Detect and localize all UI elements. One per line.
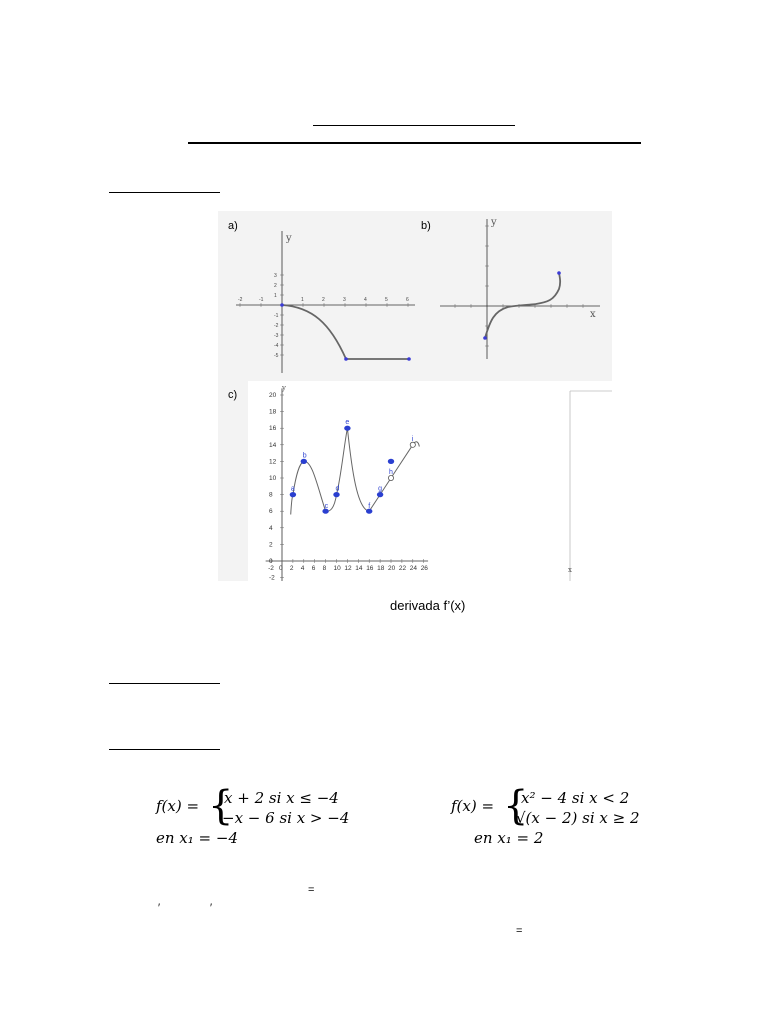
title-underline bbox=[313, 125, 515, 126]
panel-a-y-tick-label: -3 bbox=[274, 333, 279, 339]
panel-c-x-tick-label: 2 bbox=[289, 565, 294, 572]
eq1-case-1: x + 2 si x ≤ −4 bbox=[224, 789, 339, 807]
panel-c-x-tick-label: 4 bbox=[300, 565, 305, 572]
eq2-lhs: f(x) = bbox=[451, 797, 495, 815]
prime-mark-2: ′ bbox=[210, 902, 213, 914]
panel-c-x-tick-label: 12 bbox=[344, 565, 352, 572]
panel-b-x-label: x bbox=[590, 309, 596, 320]
equals-mark-1: = bbox=[308, 884, 315, 896]
panel-c-y-tick-label: 8 bbox=[269, 491, 273, 499]
panel-c-x-tick-label: 6 bbox=[311, 565, 316, 572]
panel-c-point-label-f: f bbox=[368, 503, 371, 511]
panel-a-background bbox=[218, 211, 415, 381]
eq1-brace: { bbox=[208, 783, 234, 829]
section-2-underline bbox=[109, 683, 220, 684]
prime-mark-1: ′ bbox=[158, 902, 161, 914]
panel-a-x-tick-label: 4 bbox=[364, 297, 367, 303]
panel-a-corner-point bbox=[344, 357, 348, 361]
panel-a-end-point bbox=[407, 357, 411, 361]
panel-a-y-tick-label: -4 bbox=[274, 343, 279, 349]
panel-a-x-tick-label: 5 bbox=[385, 297, 388, 303]
panel-c-isolated-point bbox=[388, 459, 394, 464]
panel-b-end-point bbox=[557, 271, 561, 275]
panel-c-label: c) bbox=[228, 389, 238, 401]
panel-c-point-label-g: g bbox=[378, 485, 383, 493]
section-1-underline bbox=[109, 192, 220, 193]
panel-c-point-g bbox=[377, 492, 383, 497]
panel-b-label: b) bbox=[421, 220, 431, 232]
eq1-point: en x₁ = −4 bbox=[156, 829, 238, 847]
figure-caption: derivada f’(x) bbox=[390, 598, 466, 613]
panel-a-y-tick-label: 3 bbox=[274, 273, 277, 279]
panel-c-y-label: y bbox=[282, 384, 286, 392]
panel-c-x-tick-label: 8 bbox=[322, 565, 327, 572]
panel-c-point-label-e: e bbox=[345, 419, 350, 427]
panel-c-point-label-d: d bbox=[335, 485, 340, 493]
eq2-brace: { bbox=[503, 783, 529, 829]
panel-c-y-tick-label: 4 bbox=[269, 524, 273, 532]
panel-a-x-tick-label: 2 bbox=[322, 297, 325, 303]
panel-a-x-tick-label: 6 bbox=[406, 297, 409, 303]
panel-c-x-tick-label: 26 bbox=[420, 565, 428, 572]
panel-c-x-tick-label: 10 bbox=[333, 565, 341, 572]
panel-a-y-tick-label: 2 bbox=[274, 283, 277, 289]
equals-mark-2: = bbox=[516, 925, 523, 937]
panel-c-y-tick-label: 20 bbox=[269, 392, 277, 399]
panel-c-x-tick-label: 22 bbox=[398, 565, 407, 572]
panel-a-x-tick-label: 1 bbox=[301, 297, 304, 303]
panel-a-y-tick-label: -1 bbox=[274, 313, 279, 319]
panel-c-x-tick-label: 14 bbox=[355, 565, 363, 572]
panel-a-start-point bbox=[280, 303, 284, 307]
panel-c-point-label-h: h bbox=[389, 469, 393, 476]
panel-a-y-tick-label: -2 bbox=[274, 323, 279, 329]
panel-c-x-tick-label: -2 bbox=[268, 565, 274, 572]
panel-c-x-tick-label: 20 bbox=[388, 565, 396, 572]
eq1-case-2: −x − 6 si x > −4 bbox=[222, 809, 350, 827]
panel-c-y-tick-label: 2 bbox=[269, 541, 273, 549]
panel-b-y-label: y bbox=[491, 217, 497, 228]
panel-c-x-tick-label: 0 bbox=[279, 565, 283, 572]
panel-a-y-tick-label: 1 bbox=[274, 293, 277, 299]
panel-c-point-i bbox=[410, 442, 415, 447]
panel-c-y-tick-label: 6 bbox=[269, 508, 273, 516]
eq1-lhs: f(x) = bbox=[156, 797, 200, 815]
panel-c-point-h bbox=[388, 475, 393, 480]
graphs-svg bbox=[218, 211, 612, 581]
eq2-point: en x₁ = 2 bbox=[474, 829, 544, 847]
panel-c-x-tick-label: 18 bbox=[377, 565, 385, 572]
panel-c-point-label-i: i bbox=[411, 435, 414, 443]
panel-c-y-tick-label: 12 bbox=[269, 458, 277, 466]
panel-c-point-e bbox=[344, 426, 350, 431]
section-3-underline bbox=[109, 749, 220, 750]
panel-a-x-tick-label: 3 bbox=[343, 297, 346, 303]
panel-a-y-tick-label: -5 bbox=[274, 353, 279, 359]
panel-b-background bbox=[415, 211, 612, 381]
panel-c-left-strip bbox=[218, 381, 248, 581]
panel-a-label: a) bbox=[228, 220, 238, 232]
panel-c-y-tick-label: -2 bbox=[269, 574, 275, 581]
panel-c-y-tick-label: 14 bbox=[269, 441, 277, 449]
panel-a-x-tick-label: -1 bbox=[259, 297, 264, 303]
panel-c-point-a bbox=[290, 492, 296, 497]
panel-c-point-label-b: b bbox=[302, 452, 307, 460]
panel-a-x-tick-label: -2 bbox=[238, 297, 243, 303]
panel-c-x-tick-label: 16 bbox=[366, 565, 374, 572]
panel-c-x-tick-label: 24 bbox=[409, 565, 418, 572]
eq2-case-2: √(x − 2) si x ≥ 2 bbox=[516, 809, 640, 827]
graphs-figure bbox=[218, 211, 612, 581]
panel-c-point-label-c: c bbox=[324, 503, 329, 511]
panel-c-y-tick-label: 10 bbox=[269, 475, 277, 482]
panel-c-x-label: x bbox=[568, 566, 572, 574]
panel-c-point-label-a: a bbox=[290, 485, 295, 493]
panel-c-point-d bbox=[333, 492, 339, 497]
panel-c-point-b bbox=[301, 459, 307, 464]
panel-c-y-tick-label: 0 bbox=[269, 558, 273, 565]
panel-a-y-label: y bbox=[286, 233, 292, 244]
panel-c-y-tick-label: 16 bbox=[269, 425, 277, 433]
subtitle-rule bbox=[188, 142, 641, 144]
panel-c-y-tick-label: 18 bbox=[269, 408, 277, 416]
panel-c-background bbox=[248, 381, 612, 581]
panel-b-start-point bbox=[483, 336, 487, 340]
eq2-case-1: x² − 4 si x < 2 bbox=[521, 789, 630, 807]
